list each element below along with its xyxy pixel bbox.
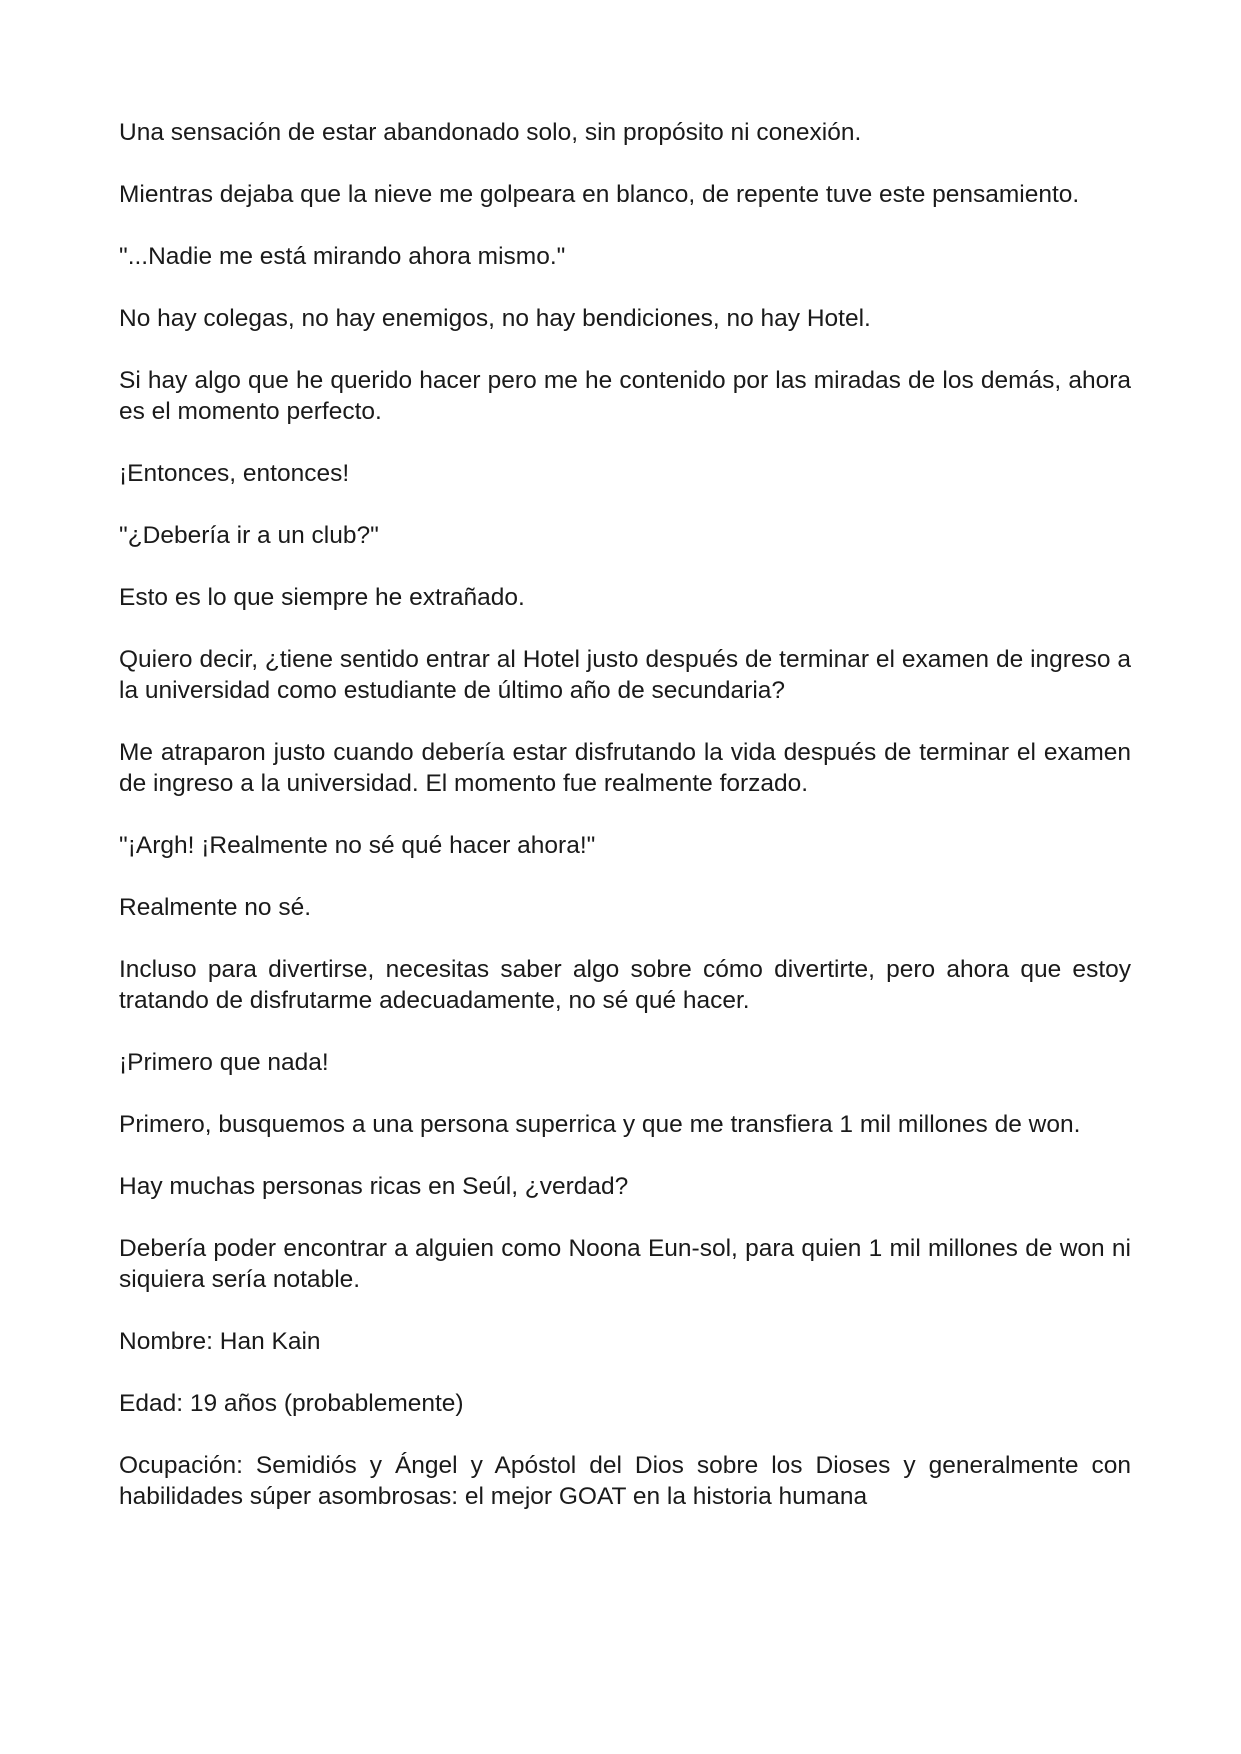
paragraph: Nombre: Han Kain [119,1328,321,1355]
paragraph: Incluso para divertirse, necesitas saber algo sobre cómo divertirte, pero ahora que estoy tratando de disfrutarme adecuadamente, no sé qué hacer. [119,956,1131,1014]
paragraph: Debería poder encontrar a alguien como Noona Eun-sol, para quien 1 mil millones de won ni siquiera sería notable. [119,1235,1131,1293]
paragraph: Ocupación: Semidiós y Ángel y Apóstol del Dios sobre los Dioses y generalmente con habilidades súper asombrosas: el mejor GOAT en la historia humana [119,1452,1131,1510]
paragraph: No hay colegas, no hay enemigos, no hay bendiciones, no hay Hotel. [119,305,871,332]
paragraph: "¡Argh! ¡Realmente no sé qué hacer ahora!" [119,832,596,859]
paragraph: Edad: 19 años (probablemente) [119,1390,464,1417]
paragraph: Si hay algo que he querido hacer pero me he contenido por las miradas de los demás, ahora es el momento perfecto. [119,367,1131,425]
paragraph: ¡Entonces, entonces! [119,460,350,487]
paragraph: Primero, busquemos a una persona superrica y que me transfiera 1 mil millones de won. [119,1111,1081,1138]
paragraph: Hay muchas personas ricas en Seúl, ¿verdad? [119,1173,629,1200]
paragraph: Una sensación de estar abandonado solo, sin propósito ni conexión. [119,119,862,146]
paragraph: Realmente no sé. [119,894,312,921]
paragraph: Me atraparon justo cuando debería estar disfrutando la vida después de terminar el examen de ingreso a la universidad. El momento fue realmente forzado. [119,739,1131,797]
paragraph: "¿Debería ir a un club?" [119,522,379,549]
paragraph: ¡Primero que nada! [119,1049,329,1076]
paragraph: Mientras dejaba que la nieve me golpeara en blanco, de repente tuve este pensamiento. [119,181,1080,208]
paragraph: Quiero decir, ¿tiene sentido entrar al Hotel justo después de terminar el examen de ingreso a la universidad como estudiante de último año de secundaria? [119,646,1131,704]
paragraph: Esto es lo que siempre he extrañado. [119,584,525,611]
paragraph: "...Nadie me está mirando ahora mismo." [119,243,566,270]
document-body [119,117,1131,1543]
